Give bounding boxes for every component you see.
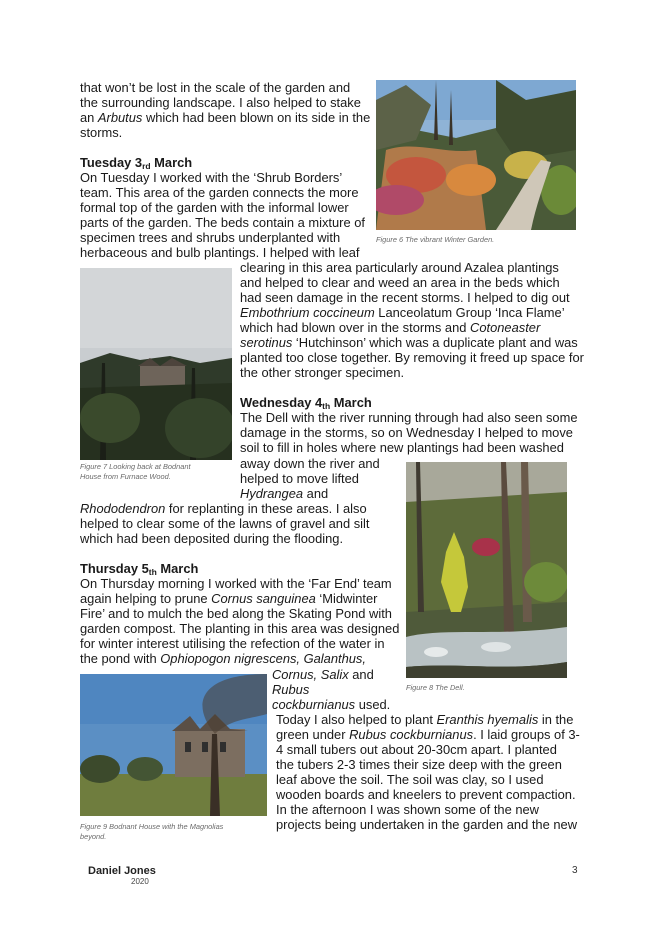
text-line: soil to fill in holes where new plantings had been washed [240,440,564,455]
section-heading: Thursday $5_{th}$ March [80,561,199,577]
text-line: The Dell with the river running through had also seen some [240,410,578,425]
text-line: planted too close together. By removing it freed up space for [240,350,584,365]
figure-9-photo [80,674,267,816]
text-line: leaf above the soil. The soil was clay, so I used [276,772,544,787]
text-line: parts of the garden. The beds contain a mixture of [80,215,365,230]
text-line: Cornus, Salix and [272,667,374,682]
text-line: the pond with Ophiopogon nigrescens, Galanthus, [80,651,366,666]
text-line: Rhododendron for replanting in these areas. I also [80,501,367,516]
text-line: helped to clear some of the lawns of gravel and silt [80,516,370,531]
text-line: green under Rubus cockburnianus. I laid groups of 3- [276,727,580,742]
text-line: team. This area of the garden connects the more [80,185,359,200]
text-line: damage in the storms, so on Wednesday I helped to move [240,425,573,440]
text-line: which had blown over in the storms and Cotoneaster [240,320,541,335]
text-line: the tubers 2-3 times their size deep with the green [276,757,562,772]
text-line: helped to move lifted [240,471,359,486]
text-line: had seen damage in the recent storms. I helped to dig out [240,290,570,305]
page-number: 3 [572,865,578,876]
figure-6-photo [376,80,576,230]
footer-author: Daniel Jones [88,865,156,877]
text-line: which had been deposited during the flooding. [80,531,344,546]
text-line: Embothrium coccineum Lanceolatum Group ‘Inca Flame’ [240,305,565,320]
text-line: herbaceous and bulb plantings. I helped with leaf [80,245,360,260]
text-line: an Arbutus which had been blown on its side in the [80,110,371,125]
text-line: Today I also helped to plant Eranthis hyemalis in the [276,712,574,727]
text-line: the surrounding landscape. I also helped to stake [80,95,361,110]
text-line: wooden boards and kneelers to prevent compaction. [276,787,576,802]
text-line: storms. [80,125,123,140]
text-line: formal top of the garden with the informal lower [80,200,349,215]
text-line: cockburnianus used. [272,697,391,712]
text-line: garden compost. The planting in this area was designed [80,621,400,636]
text-line: the other stronger specimen. [240,365,405,380]
section-heading: Wednesday $4_{th}$ March [240,395,372,411]
text-line: projects being undertaken in the garden and the new [276,817,577,832]
text-line: Fire’ and to mulch the bed along the Skating Pond with [80,606,392,621]
text-line: serotinus ‘Hutchinson’ which was a duplicate plant and was [240,335,578,350]
text-line: Hydrangea and [240,486,329,501]
text-line: specimen trees and shrubs underplanted with [80,230,341,245]
figure-7-caption-line: Figure 7 Looking back at Bodnant [80,462,191,471]
text-line: 4 small tubers out about 20-30cm apart. I planted [276,742,557,757]
text-line: Rubus [272,682,310,697]
figure-9-caption-line: beyond. [80,832,107,841]
text-line: clearing in this area particularly around Azalea plantings [240,260,559,275]
text-line: again helping to prune Cornus sanguinea ‘Midwinter [80,591,378,606]
figure-7-photo [80,268,232,460]
text-line: and helped to clear and weed an area in the beds which [240,275,560,290]
footer-year: 2020 [131,877,149,886]
figure-9-caption-line: Figure 9 Bodnant House with the Magnolias [80,822,224,831]
text-line: for winter interest utilising the refection of the water in [80,636,385,651]
text-line: In the afternoon I was shown some of the new [276,802,539,817]
text-line: On Thursday morning I worked with the ‘Far End’ team [80,576,392,591]
text-line: that won’t be lost in the scale of the garden and [80,80,351,95]
figure-8-caption: Figure 8 The Dell. [406,683,465,692]
figure-7-caption-line: House from Furnace Wood. [80,472,171,481]
text-line: away down the river and [240,456,380,471]
text-line: On Tuesday I worked with the ‘Shrub Borders’ [80,170,343,185]
figure-6-caption: Figure 6 The vibrant Winter Garden. [376,235,495,244]
section-heading: Tuesday $3_{rd}$ March [80,155,193,171]
figure-8-photo [406,462,567,678]
